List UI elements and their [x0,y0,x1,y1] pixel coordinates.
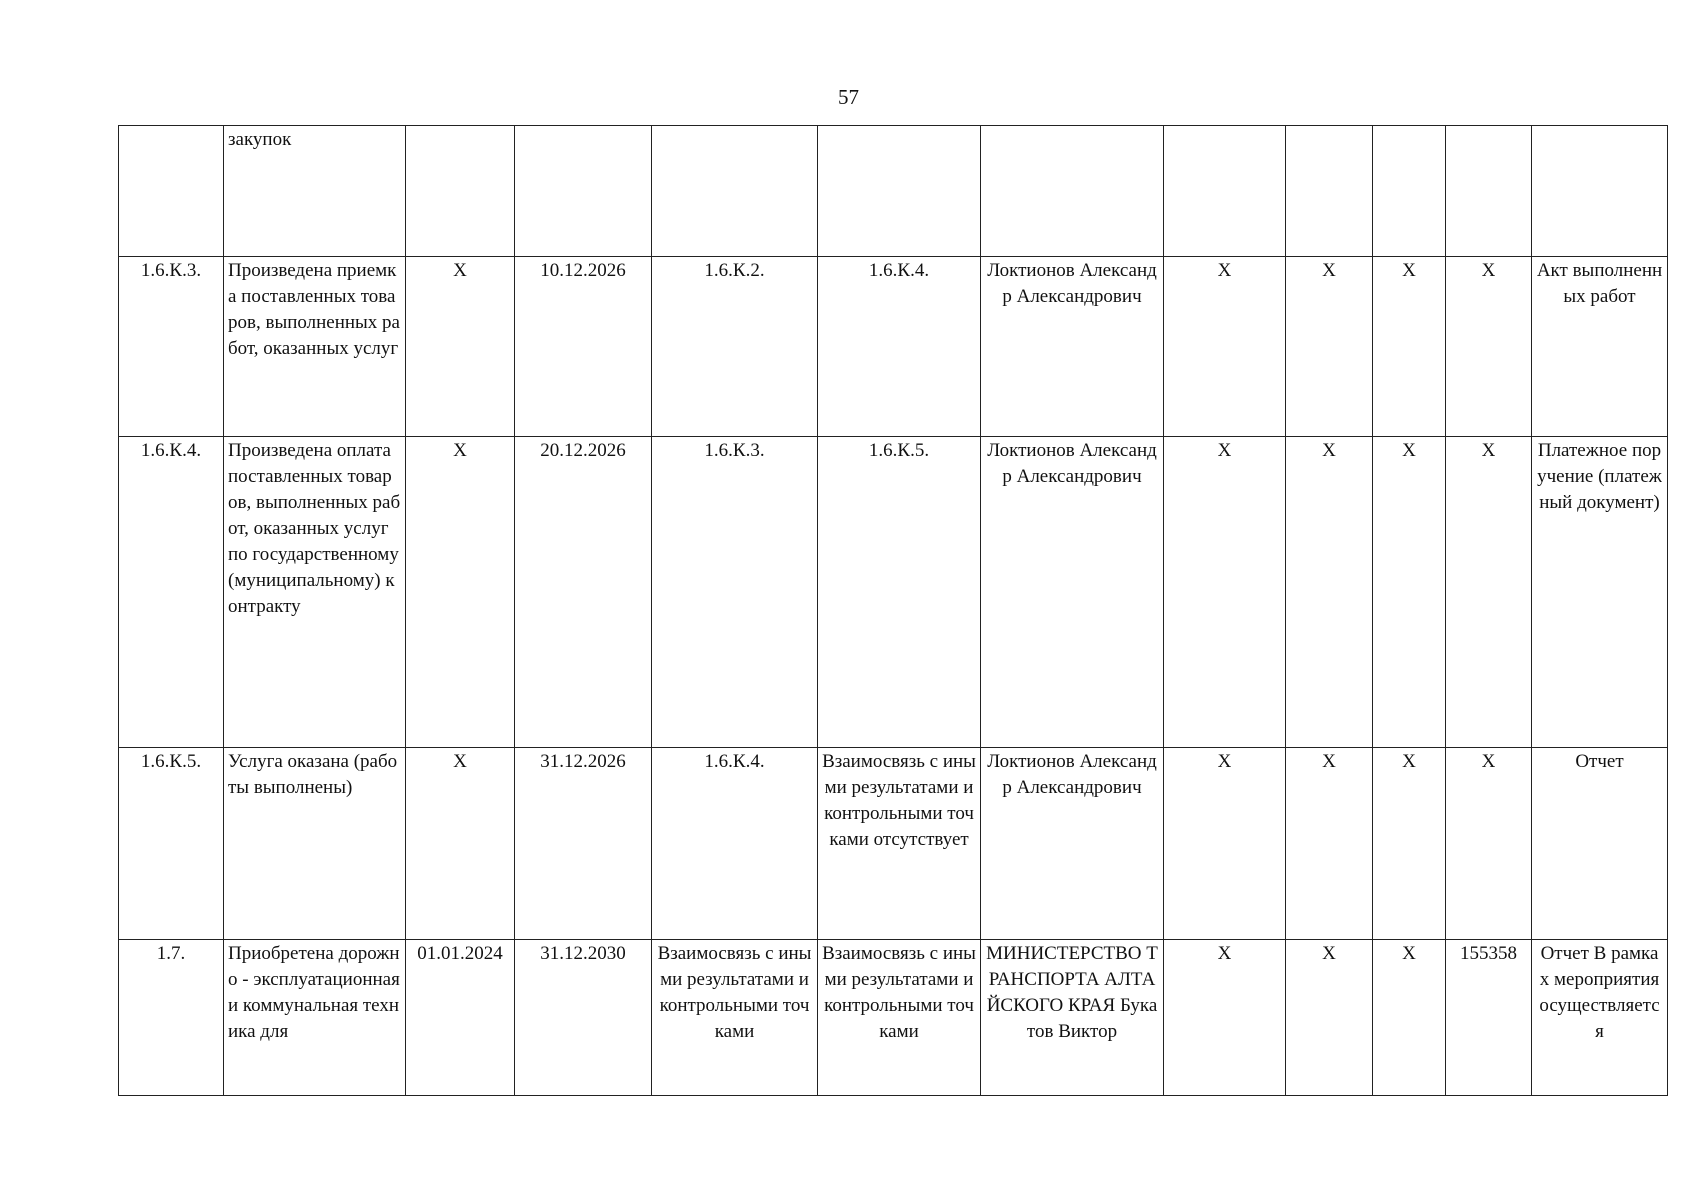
cell-x4 [1446,126,1532,257]
cell-start: 01.01.2024 [406,940,515,1096]
cell-next: 1.6.К.5. [818,437,981,748]
cell-code: 1.7. [119,940,224,1096]
cell-doc: Отчет В рамках мероприятия осуществляется [1532,940,1668,1096]
cell-end: 31.12.2026 [515,748,652,940]
page-number: 57 [838,85,859,109]
cell-name: Приобретена дорожно - эксплуатационная и коммунальная техника для [224,940,406,1096]
cell-doc: Платежное поручение (платежный документ) [1532,437,1668,748]
cell-code: 1.6.К.5. [119,748,224,940]
cell-x2: X [1286,940,1373,1096]
cell-start [406,126,515,257]
cell-prev: Взаимосвязь с иными результатами и контрольными точками [652,940,818,1096]
cell-name: закупок [224,126,406,257]
cell-name: Произведена приемка поставленных товаров, выполненных работ, оказанных услуг [224,257,406,437]
cell-x1: X [1164,437,1286,748]
cell-x4: 155358 [1446,940,1532,1096]
cell-responsible: МИНИСТЕРСТВО ТРАНСПОРТА АЛТАЙСКОГО КРАЯ Букатов Виктор [981,940,1164,1096]
cell-x4: X [1446,257,1532,437]
cell-responsible [981,126,1164,257]
cell-prev [652,126,818,257]
cell-responsible: Локтионов Александр Александрович [981,257,1164,437]
cell-doc: Акт выполненных работ [1532,257,1668,437]
cell-responsible: Локтионов Александр Александрович [981,437,1164,748]
cell-prev: 1.6.К.2. [652,257,818,437]
cell-x3: X [1373,437,1446,748]
cell-name: Услуга оказана (работы выполнены) [224,748,406,940]
cell-x2: X [1286,437,1373,748]
cell-start: X [406,748,515,940]
cell-x3: X [1373,940,1446,1096]
cell-start: X [406,437,515,748]
cell-x4: X [1446,437,1532,748]
table-row [119,126,1668,257]
cell-x2 [1286,126,1373,257]
cell-end: 20.12.2026 [515,437,652,748]
table-row [119,437,1668,748]
cell-doc [1532,126,1668,257]
table-row [119,940,1668,1096]
cell-x1: X [1164,748,1286,940]
cell-code [119,126,224,257]
cell-next: Взаимосвязь с иными результатами и контрольными точками отсутствует [818,748,981,940]
cell-x1: X [1164,940,1286,1096]
cell-end: 10.12.2026 [515,257,652,437]
table-row [119,257,1668,437]
cell-x1: X [1164,257,1286,437]
cell-next: Взаимосвязь с иными результатами и контрольными точками [818,940,981,1096]
cell-prev: 1.6.К.4. [652,748,818,940]
cell-start: X [406,257,515,437]
cell-x4: X [1446,748,1532,940]
cell-code: 1.6.К.3. [119,257,224,437]
plan-table [118,125,1668,1096]
cell-end [515,126,652,257]
cell-prev: 1.6.К.3. [652,437,818,748]
table-row [119,748,1668,940]
cell-x3: X [1373,748,1446,940]
cell-x1 [1164,126,1286,257]
cell-doc: Отчет [1532,748,1668,940]
cell-responsible: Локтионов Александр Александрович [981,748,1164,940]
cell-next: 1.6.К.4. [818,257,981,437]
cell-x3 [1373,126,1446,257]
cell-end: 31.12.2030 [515,940,652,1096]
cell-next [818,126,981,257]
cell-code: 1.6.К.4. [119,437,224,748]
cell-x3: X [1373,257,1446,437]
cell-x2: X [1286,748,1373,940]
cell-name: Произведена оплата поставленных товаров, выполненных работ, оказанных услуг по государственному (муниципальному) контракту [224,437,406,748]
cell-x2: X [1286,257,1373,437]
